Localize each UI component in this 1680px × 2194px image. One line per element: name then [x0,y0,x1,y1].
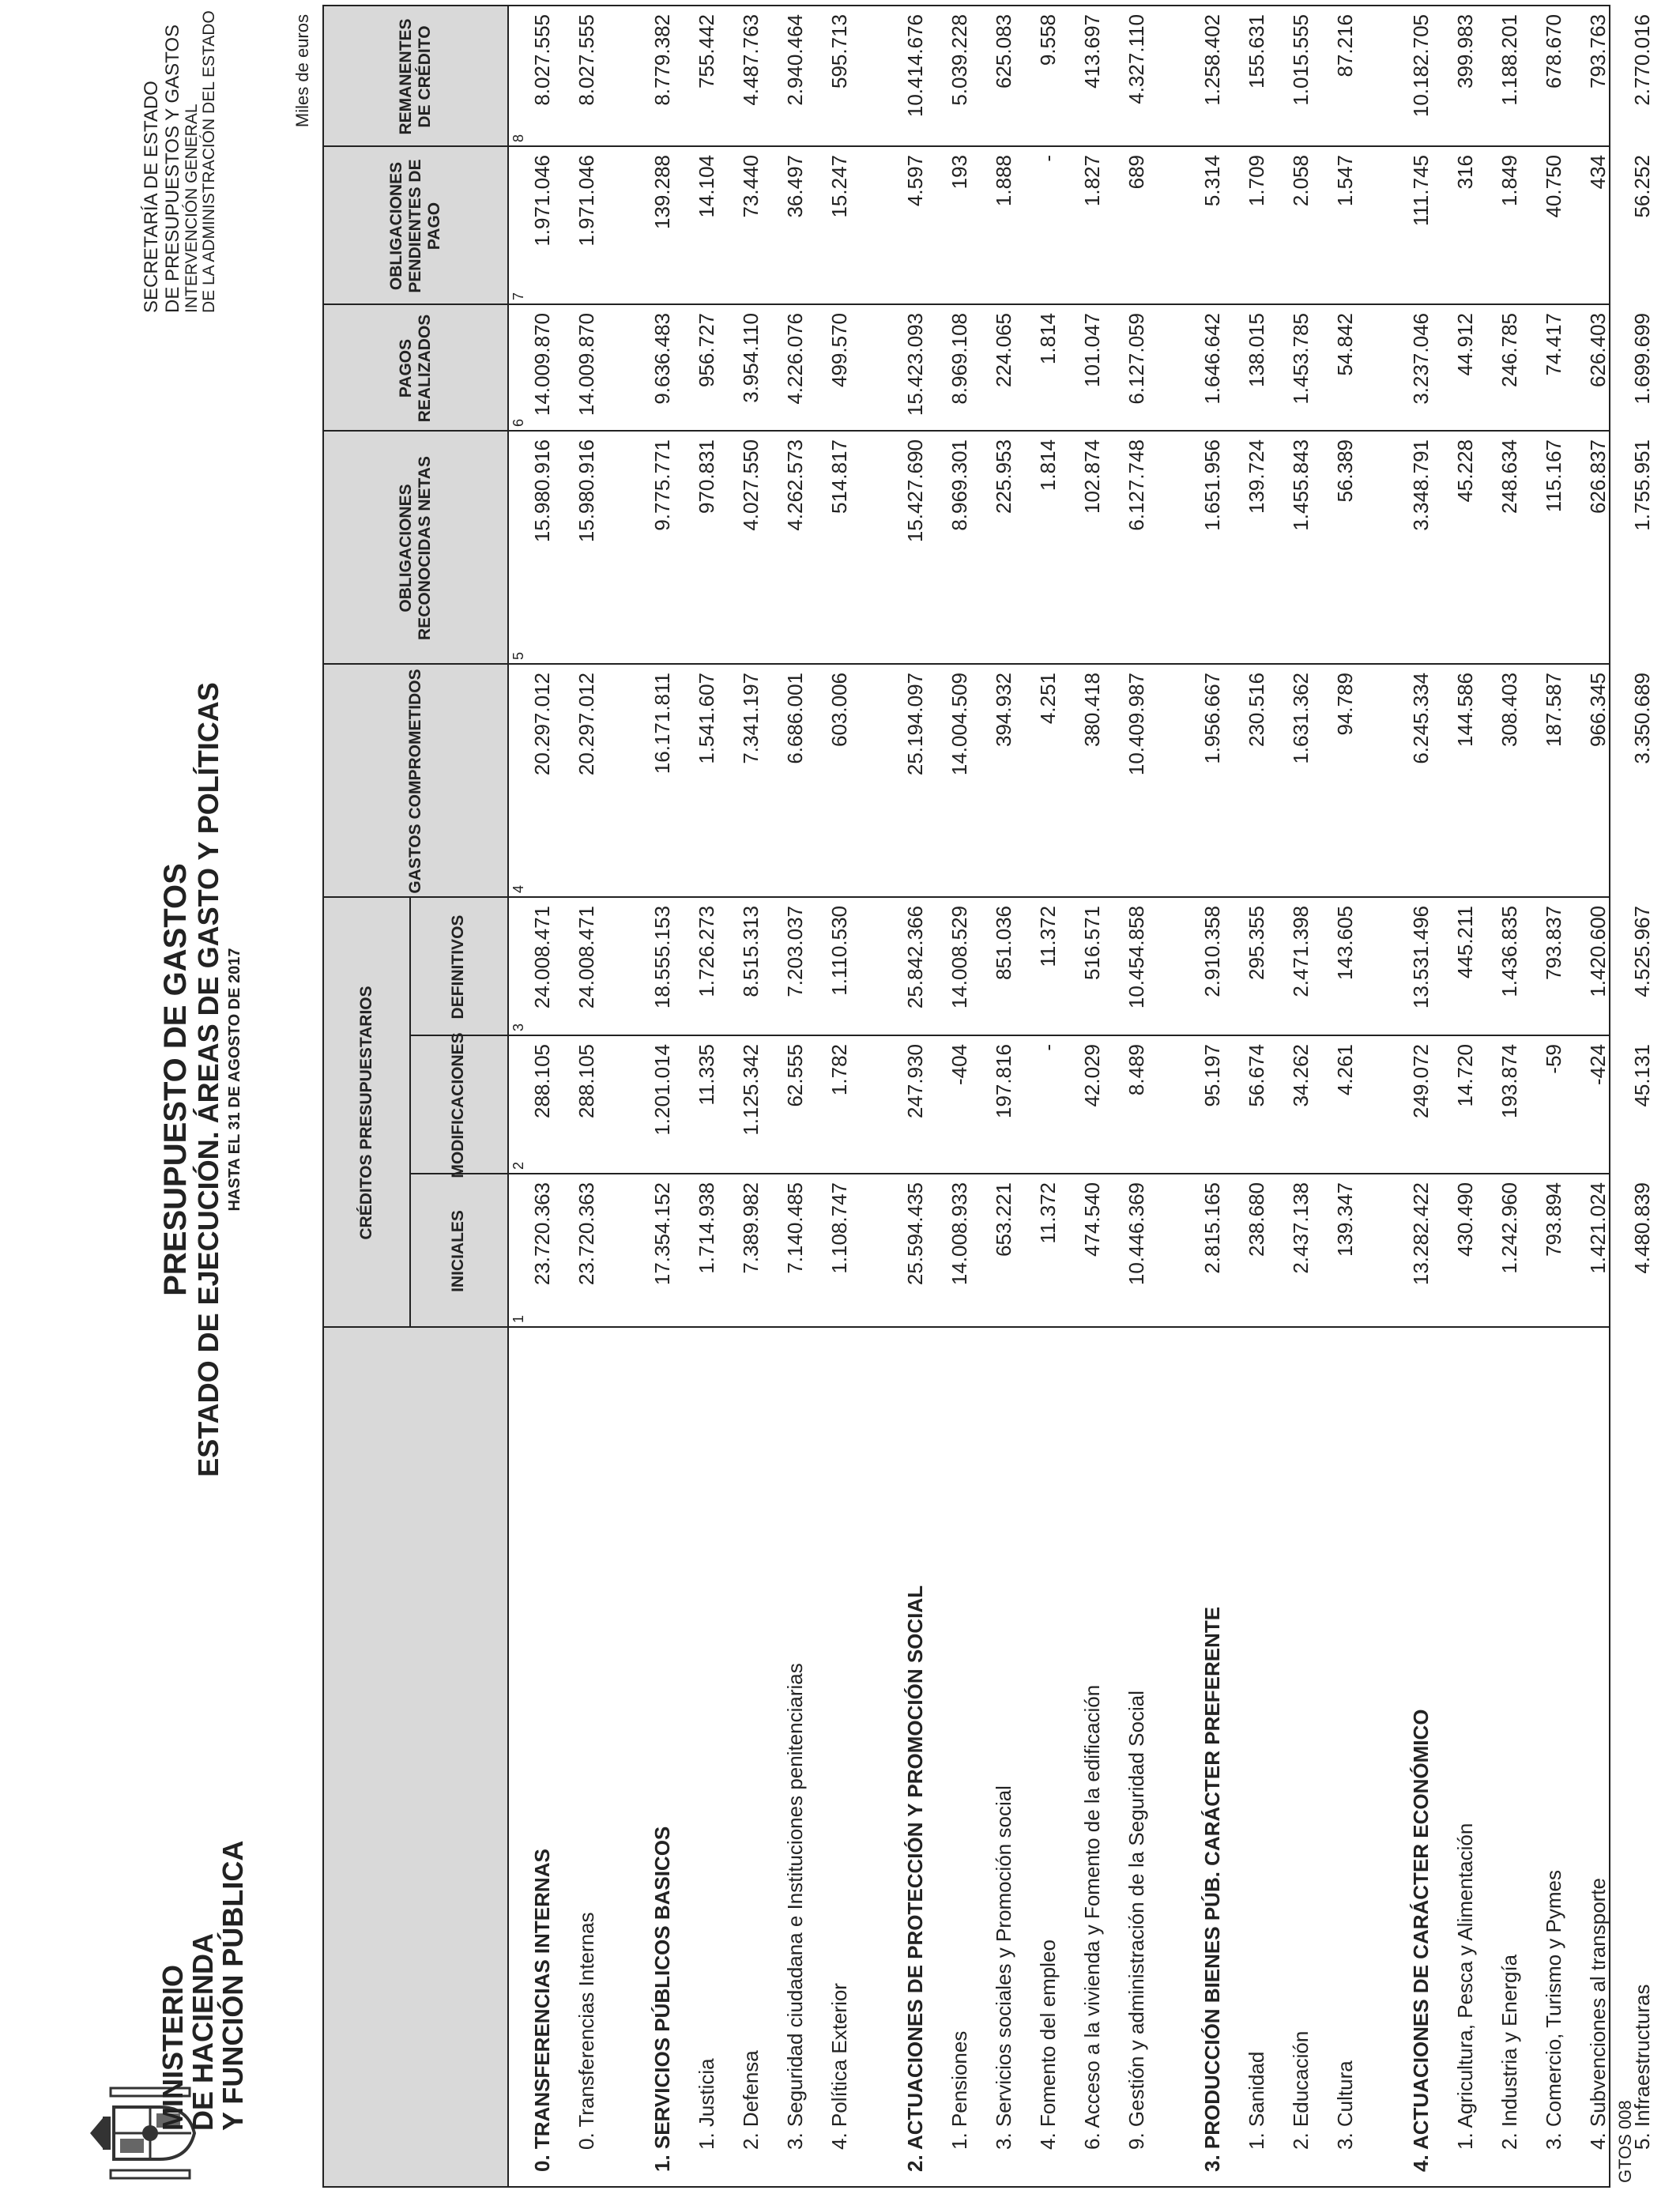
cell-1: 14.008.933 [947,1182,971,1286]
cell-7: 139.288 [650,155,674,229]
cell-3: 24.008.471 [530,906,554,1009]
org-line-4: DE LA ADMINISTRACIÓN DEL ESTADO [200,10,218,313]
table-row [1622,6,1663,2186]
cell-8: 1.188.201 [1497,14,1521,106]
cell-2: 8.489 [1124,1044,1148,1096]
column-header-7: OBLIGACIONES PENDIENTES DE PAGO [387,159,443,293]
cell-1: 653.221 [992,1182,1015,1257]
row-label: 1. Sanidad [1245,2051,1268,2150]
cell-5: 225.953 [992,439,1015,514]
cell-4: 1.631.362 [1289,673,1313,764]
table-row [1116,6,1157,2186]
cell-8: 678.670 [1542,14,1565,89]
cell-6: 101.047 [1080,313,1104,387]
cell-1: 4.480.839 [1630,1182,1654,1274]
cell-3: 1.436.835 [1497,906,1521,997]
cell-2: 1.782 [827,1044,851,1096]
cell-6: 14.009.870 [530,313,554,417]
table-row [774,6,816,2186]
form-code: GTOS 008 [1615,2100,1635,2183]
cell-1: 1.421.024 [1586,1182,1610,1274]
row-label: 3. Comercio, Turismo y Pymes [1542,1870,1565,2150]
table-row [1027,6,1068,2186]
cell-4: 603.006 [827,673,851,747]
cell-3: 8.515.313 [739,906,763,997]
cell-2: 62.555 [783,1044,807,1107]
cell-1: 1.714.938 [695,1182,718,1274]
cell-1: 10.446.369 [1124,1182,1148,1286]
cell-4: 10.409.987 [1124,673,1148,776]
cell-7: 36.497 [783,155,807,218]
table-row [1324,6,1365,2186]
cell-3: 18.555.153 [650,906,674,1009]
cell-3: 13.531.496 [1409,906,1433,1009]
section-label: 1. SERVICIOS PÚBLICOS BASICOS [650,1826,674,2172]
cell-7: 1.547 [1333,155,1357,207]
cell-4: 16.171.811 [650,673,674,775]
cell-2: 247.930 [903,1044,927,1118]
cell-2: 197.816 [992,1044,1015,1118]
cell-4: 380.418 [1080,673,1104,747]
cell-5: 15.980.916 [530,439,554,543]
row-label: 9. Gestión y administración de la Seguridad Social [1124,1691,1148,2150]
section-label: 4. ACTUACIONES DE CARÁCTER ECONÓMICO [1409,1709,1433,2172]
table-row [686,6,727,2186]
cell-7: 1.827 [1080,155,1104,207]
cell-8: 8.779.382 [650,14,674,106]
cell-4: 20.297.012 [530,673,554,776]
cell-6: 74.417 [1542,313,1565,376]
cell-5: 6.127.748 [1124,439,1148,531]
cell-1: 13.282.422 [1409,1182,1433,1286]
cell-2: 288.105 [574,1044,598,1118]
cell-3: 516.571 [1080,906,1104,980]
cell-8: 2.940.464 [783,14,807,106]
section-row [895,6,936,2186]
column-number-3: 3 [510,1023,526,1031]
header-creditos-presupuestarios: CRÉDITOS PRESUPUESTARIOS [357,986,375,1240]
table-row [566,6,607,2186]
cell-4: 966.345 [1586,673,1610,747]
cell-8: 155.631 [1245,14,1268,89]
cell-6: 246.785 [1497,313,1521,387]
row-label: 3. Cultura [1333,2060,1357,2150]
row-label: 2. Industria y Energía [1497,1954,1521,2150]
cell-3: 2.910.358 [1200,906,1224,997]
ministry-line-1: MINISTERIO [156,1964,189,2131]
column-header-6: PAGOS REALIZADOS [397,314,434,423]
cell-2: 288.105 [530,1044,554,1118]
cell-1: 474.540 [1080,1182,1104,1257]
cell-2: 249.072 [1409,1044,1433,1118]
ministry-name [158,1841,248,2131]
cell-2: 95.197 [1200,1044,1224,1107]
row-label: 2. Defensa [739,2050,763,2150]
cell-6: 626.403 [1586,313,1610,387]
cell-7: 434 [1586,155,1610,190]
cell-4: 144.586 [1453,673,1477,747]
cell-6: 4.226.076 [783,313,807,405]
org-line-3: INTERVENCIÓN GENERAL [183,104,201,313]
title-date: HASTA EL 31 DE AGOSTO DE 2017 [226,948,243,1212]
cell-5: 56.389 [1333,439,1357,503]
cell-7: 1.709 [1245,155,1268,207]
table-row [1533,6,1574,2186]
row-label: 4. Subvenciones al transporte [1586,1878,1610,2150]
row-label: 0. Transferencias Internas [574,1912,598,2150]
cell-2: 56.674 [1245,1044,1268,1107]
cell-4: 6.686.001 [783,673,807,764]
cell-3: 1.726.273 [695,906,718,997]
cell-5: 139.724 [1245,439,1268,514]
cell-3: 851.036 [992,906,1015,980]
cell-8: 2.770.016 [1630,14,1654,106]
cell-6: 1.646.642 [1200,313,1224,405]
cell-4: 394.932 [992,673,1015,747]
ministry-line-2: DE HACIENDA [186,1932,219,2131]
table-row [1445,6,1486,2186]
section-row [642,6,683,2186]
cell-6: 54.842 [1333,313,1357,376]
cell-2: 4.261 [1333,1044,1357,1096]
org-line-1: SECRETARÍA DE ESTADO [141,81,162,313]
cell-7: 1.971.046 [574,155,598,247]
cell-6: 224.065 [992,313,1015,387]
table-row [983,6,1024,2186]
cell-2: 14.720 [1453,1044,1477,1107]
cell-2: 193.874 [1497,1044,1521,1118]
title-sub: ESTADO DE EJECUCIÓN. ÁREAS DE GASTO Y POLÍTICAS [192,682,224,1477]
cell-8: 87.216 [1333,14,1357,77]
cell-6: 1.453.785 [1289,313,1313,405]
cell-1: 430.490 [1453,1182,1477,1257]
cell-8: 413.697 [1080,14,1104,89]
cell-1: 2.437.138 [1289,1182,1313,1274]
cell-1: 23.720.363 [530,1182,554,1286]
cell-4: 7.341.197 [739,673,763,764]
column-header-8: REMANENTES DE CRÉDITO [397,18,434,135]
row-label: 2. Educación [1289,2030,1313,2150]
cell-8: 8.027.555 [574,14,598,106]
cell-7: 14.104 [695,155,718,218]
cell-8: 1.015.555 [1289,14,1313,106]
section-row [1400,6,1441,2186]
row-label: 1. Agricultura, Pesca y Alimentación [1453,1823,1477,2150]
cell-3: 14.008.529 [947,906,971,1009]
row-label: 1. Pensiones [947,2030,971,2150]
cell-4: 94.789 [1333,673,1357,736]
cell-5: 626.837 [1586,439,1610,514]
cell-1: 25.594.435 [903,1182,927,1286]
cell-4: 6.245.334 [1409,673,1433,764]
column-number-4: 4 [510,884,526,893]
section-label: 0. TRANSFERENCIAS INTERNAS [530,1849,554,2172]
cell-2: 42.029 [1080,1044,1104,1107]
table-row [730,6,771,2186]
cell-2: 1.201.014 [650,1044,674,1136]
cell-8: 399.983 [1453,14,1477,89]
row-label: 3. Seguridad ciudadana e Instituciones penitenciarias [783,1663,807,2150]
cell-5: 514.817 [827,439,851,514]
cell-5: 248.634 [1497,439,1521,514]
cell-1: 7.140.485 [783,1182,807,1274]
cell-7: 5.314 [1200,155,1224,207]
cell-8: 4.327.110 [1124,14,1148,104]
cell-3: 4.525.967 [1630,906,1654,997]
cell-2: - [1036,1044,1060,1051]
cell-1: 238.680 [1245,1182,1268,1257]
ministry-line-3: Y FUNCIÓN PÚBLICA [217,1840,249,2131]
cell-8: 1.258.402 [1200,14,1224,106]
section-label: 3. PRODUCCIÓN BIENES PÚB. CARÁCTER PREFERENTE [1200,1606,1224,2172]
cell-3: 10.454.858 [1124,906,1148,1009]
units-label: Miles de euros [292,14,312,128]
cell-4: 1.541.607 [695,673,718,764]
cell-5: 15.980.916 [574,439,598,543]
cell-3: 445.211 [1453,906,1477,979]
cell-7: 4.597 [903,155,927,207]
cell-8: 595.713 [827,14,851,89]
row-label: 4. Política Exterior [827,1983,851,2150]
header-bottom-divider [507,6,509,2186]
table-row [1236,6,1277,2186]
cell-5: 3.348.791 [1409,439,1433,531]
cell-5: 970.831 [695,439,718,514]
section-row [522,6,563,2186]
cell-1: 11.372 [1036,1182,1060,1244]
cell-2: -59 [1542,1044,1565,1074]
cell-8: 793.763 [1586,14,1610,89]
cell-3: 7.203.037 [783,906,807,997]
cell-1: 17.354.152 [650,1182,674,1286]
cell-2: 34.262 [1289,1044,1313,1107]
cell-6: 3.237.046 [1409,313,1433,405]
cell-5: 1.755.951 [1630,439,1654,531]
cell-5: 1.455.843 [1289,439,1313,531]
cell-1: 1.242.960 [1497,1182,1521,1274]
cell-6: 499.570 [827,313,851,387]
cell-1: 23.720.363 [574,1182,598,1286]
cell-7: - [1036,155,1060,162]
title-main: PRESUPUESTO DE GASTOS [158,863,193,1296]
column-number-8: 8 [510,134,526,142]
cell-5: 102.874 [1080,439,1104,514]
cell-3: 25.842.366 [903,906,927,1009]
cell-5: 9.775.771 [650,439,674,531]
column-header-2: MODIFICACIONES [449,1032,467,1178]
table-row [1489,6,1530,2186]
cell-8: 755.442 [695,14,718,89]
cell-5: 15.427.690 [903,439,927,543]
cell-8: 9.558 [1036,14,1060,66]
cell-6: 15.423.093 [903,313,927,417]
cell-5: 4.262.573 [783,439,807,531]
column-number-6: 6 [510,418,526,427]
table-row [819,6,860,2186]
cell-8: 8.027.555 [530,14,554,106]
cell-7: 193 [947,155,971,190]
section-label: 2. ACTUACIONES DE PROTECCIÓN Y PROMOCIÓN SOCIAL [903,1585,927,2172]
cell-4: 25.194.097 [903,673,927,776]
cell-3: 24.008.471 [574,906,598,1009]
cell-3: 11.372 [1036,906,1060,967]
cell-3: 2.471.398 [1289,906,1313,997]
cell-2: -404 [947,1044,971,1086]
cell-7: 2.058 [1289,155,1313,207]
cell-1: 7.389.982 [739,1182,763,1274]
cell-3: 793.837 [1542,906,1565,980]
cell-1: 1.108.747 [827,1182,851,1274]
column-header-3: DEFINITIVOS [449,914,467,1020]
cell-4: 308.403 [1497,673,1521,747]
cell-4: 3.350.689 [1630,673,1654,764]
column-number-2: 2 [510,1161,526,1170]
cell-7: 73.440 [739,155,763,218]
org-line-2: DE PRESUPUESTOS Y GASTOS [162,24,183,313]
cell-6: 1.699.699 [1630,313,1654,405]
cell-3: 1.110.530 [827,906,851,996]
cell-8: 10.182.705 [1409,14,1433,118]
cell-5: 1.814 [1036,439,1060,492]
cell-1: 139.347 [1333,1182,1357,1257]
section-row [1192,6,1233,2186]
document-titles [158,566,245,1593]
cell-7: 316 [1453,155,1477,190]
cell-6: 956.727 [695,313,718,387]
cell-7: 111.745 [1409,155,1433,227]
cell-6: 3.954.110 [739,313,763,403]
cell-4: 14.004.509 [947,673,971,776]
column-header-5: OBLIGACIONES RECONOCIDAS NETAS [397,456,434,640]
cell-1: 793.894 [1542,1182,1565,1257]
cell-2: 11.335 [695,1044,718,1106]
column-number-7: 7 [510,292,526,300]
cell-8: 4.487.763 [739,14,763,106]
cell-6: 1.814 [1036,313,1060,365]
cell-8: 10.414.676 [903,14,927,118]
cell-4: 230.516 [1245,673,1268,747]
cell-3: 143.605 [1333,906,1357,980]
cell-5: 45.228 [1453,439,1477,503]
cell-8: 625.083 [992,14,1015,89]
table-row [1072,6,1113,2186]
row-label: 1. Justicia [695,2058,718,2150]
cell-5: 1.651.956 [1200,439,1224,531]
organization-block [141,10,218,313]
cell-6: 9.636.483 [650,313,674,405]
cell-2: 1.125.342 [739,1044,763,1136]
cell-7: 15.247 [827,155,851,218]
cell-6: 6.127.059 [1124,313,1148,405]
cell-8: 5.039.228 [947,14,971,106]
row-label: 4. Fomento del empleo [1036,1940,1060,2150]
cell-7: 40.750 [1542,155,1565,218]
table-row [939,6,980,2186]
column-number-5: 5 [510,651,526,660]
cell-2: 45.131 [1630,1044,1654,1107]
cell-6: 138.015 [1245,313,1268,387]
cell-3: 1.420.600 [1586,906,1610,997]
cell-5: 115.167 [1542,439,1565,513]
cell-6: 8.969.108 [947,313,971,405]
column-number-1: 1 [510,1314,526,1323]
row-label: 6. Acceso a la vivienda y Fomento de la edificación [1080,1684,1104,2150]
cell-7: 1.888 [992,155,1015,207]
table-row [1280,6,1321,2186]
cell-4: 20.297.012 [574,673,598,776]
column-header-1: INICIALES [449,1210,467,1292]
cell-1: 2.815.165 [1200,1182,1224,1274]
cell-4: 187.587 [1542,673,1565,747]
cell-5: 8.969.301 [947,439,971,531]
cell-7: 689 [1124,155,1148,190]
table-row [1577,6,1618,2186]
cell-4: 4.251 [1036,673,1060,725]
cell-2: -424 [1586,1044,1610,1086]
row-label: 5. Infraestructuras [1630,1984,1654,2150]
cell-7: 1.971.046 [530,155,554,247]
column-header-4: GASTOS COMPROMETIDOS [406,669,424,894]
cell-7: 1.849 [1497,155,1521,207]
cell-6: 44.912 [1453,313,1477,376]
cell-5: 4.027.550 [739,439,763,531]
row-label: 3. Servicios sociales y Promoción social [992,1785,1015,2150]
cell-7: 56.252 [1630,155,1654,218]
cell-3: 295.355 [1245,906,1268,980]
cell-6: 14.009.870 [574,313,598,417]
cell-4: 1.956.667 [1200,673,1224,764]
